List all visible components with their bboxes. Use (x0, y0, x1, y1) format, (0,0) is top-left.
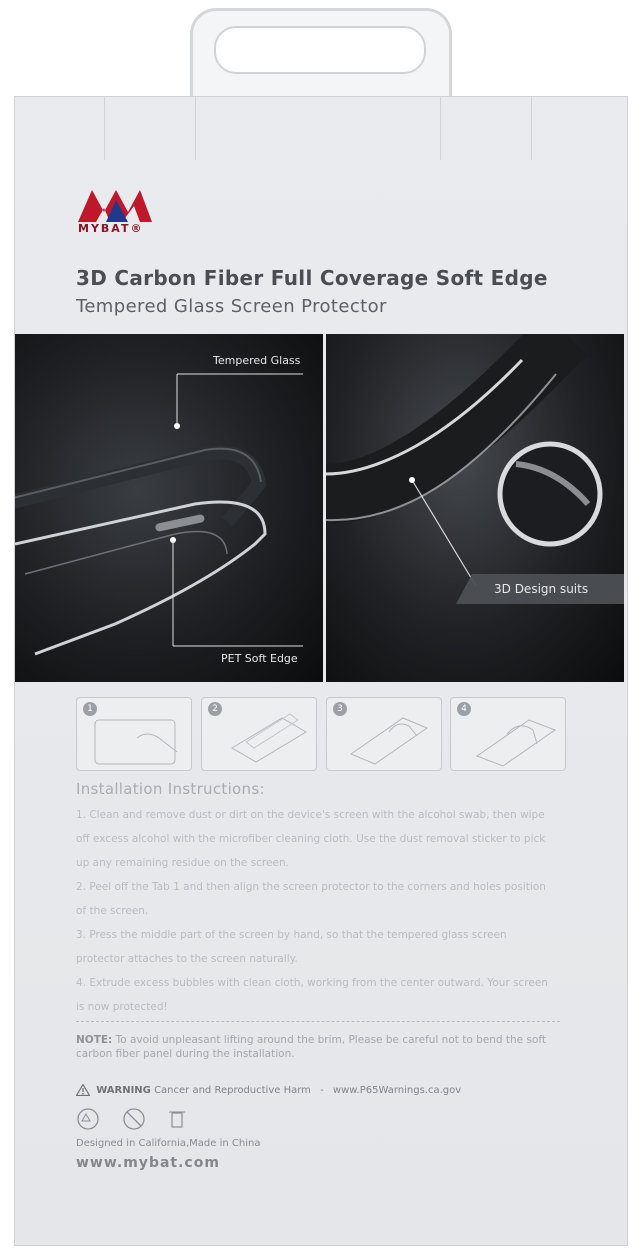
warning-triangle-icon (76, 1084, 90, 1096)
top-flap-right (440, 96, 532, 160)
note-text (76, 1033, 566, 1061)
step-1-diagram (76, 697, 192, 771)
note-label: NOTE: (76, 1034, 113, 1046)
product-image-left (15, 334, 323, 682)
step-4-diagram (450, 697, 566, 771)
instruction-line: off excess alcohol with the microfiber cleaning cloth. Use the dust removal sticker to pick (76, 833, 546, 845)
step-number: 3 (333, 702, 347, 716)
label-pet-soft-edge: PET Soft Edge (221, 652, 298, 665)
no-bin-icon (124, 1109, 144, 1129)
installation-steps (0, 697, 640, 773)
step-number: 4 (457, 702, 471, 716)
brand-name: MYBAT® (78, 222, 144, 235)
warning-text: Cancer and Reproductive Harm (154, 1085, 311, 1096)
instruction-line: of the screen. (76, 905, 149, 917)
trash-bin-icon (169, 1112, 185, 1127)
warning-url: www.P65Warnings.ca.gov (332, 1085, 462, 1096)
warning-label: WARNING (96, 1085, 151, 1096)
instruction-line: 1. Clean and remove dust or dirt on the device's screen with the alcohol swab, then wipe (76, 809, 545, 821)
instruction-line: 4. Extrude excess bubbles with clean cloth, working from the center outward. Your screen (76, 977, 548, 989)
step-number: 1 (83, 702, 97, 716)
note-body: To avoid unpleasant lifting around the brim, Please be careful not to bend the soft carbon fiber panel during the installation. (76, 1034, 546, 1060)
phone-corner-illustration (15, 334, 323, 682)
instruction-line: 3. Press the middle part of the screen by hand, so that the tempered glass screen (76, 929, 507, 941)
note-divider (76, 1021, 560, 1022)
designed-in: Designed in California,Made in China (76, 1138, 261, 1149)
prop65-warning (76, 1084, 461, 1096)
hanger-hole (214, 26, 426, 74)
step-number: 2 (208, 702, 222, 716)
instruction-line: is now protected! (76, 1001, 168, 1013)
product-image-right (326, 334, 624, 682)
instruction-line: protector attaches to the screen naturally. (76, 953, 298, 965)
instruction-line: up any remaining residue on the screen. (76, 857, 289, 869)
disposal-icons (76, 1105, 186, 1135)
product-subtitle: Tempered Glass Screen Protector (76, 296, 387, 317)
disposal-icons-row (76, 1105, 186, 1135)
label-tempered-glass: Tempered Glass (213, 354, 301, 367)
label-3d-design: 3D Design suits (494, 582, 589, 596)
warning-dash: - (320, 1085, 324, 1096)
phone-edge-illustration (326, 334, 624, 682)
product-title: 3D Carbon Fiber Full Coverage Soft Edge (76, 266, 548, 290)
instruction-line: 2. Peel off the Tab 1 and then align the screen protector to the corners and holes position (76, 881, 546, 893)
step-2-diagram (201, 697, 317, 771)
recycle-icon (78, 1109, 98, 1129)
website-url: www.mybat.com (76, 1155, 220, 1171)
step-3-diagram (326, 697, 442, 771)
instructions-title: Installation Instructions: (76, 780, 265, 798)
top-flap-left (104, 96, 196, 160)
